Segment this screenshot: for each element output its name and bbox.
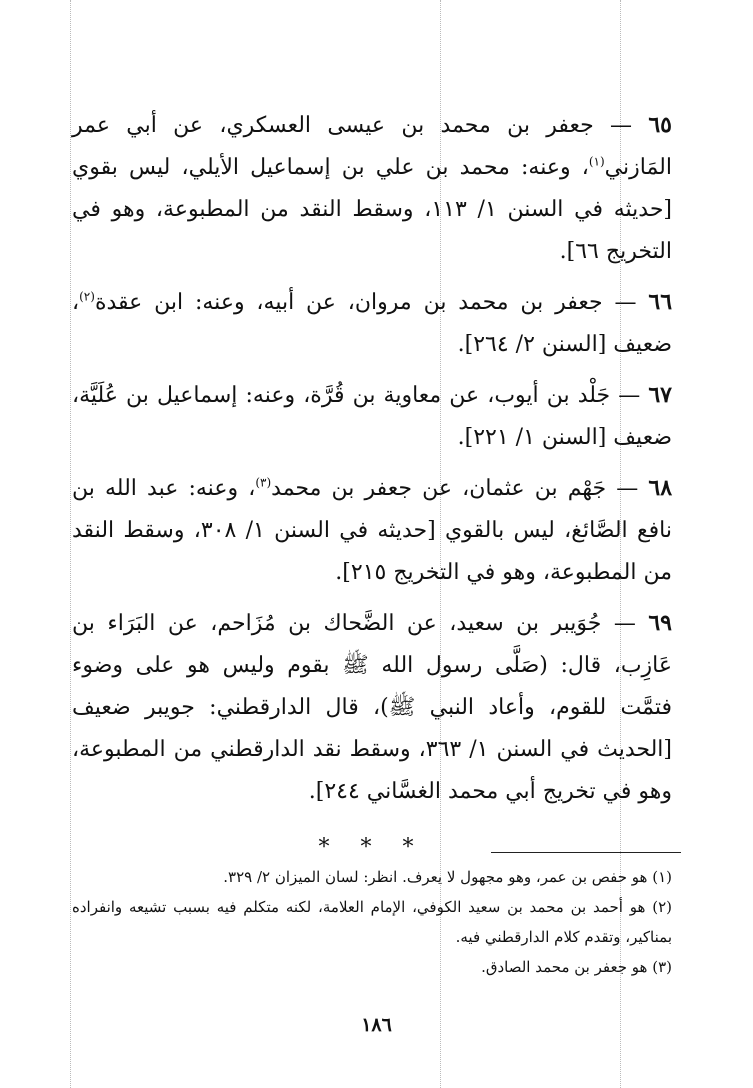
footnote-rule [491,852,681,853]
footnote-1 [72,862,672,892]
entry-67 [72,374,672,459]
entry-number: ٦٥ [648,112,672,138]
entry-69 [72,602,672,813]
entry-66 [72,281,672,366]
entry-text: — جعفر بن محمد بن عيسى العسكري، عن أبي عمر المَازني [72,113,672,180]
entry-text: — جعفر بن محمد بن مروان، عن أبيه، وعنه: ابن عقدة [94,290,637,315]
footnote-marker: (٣) [652,958,672,976]
entry-68 [72,467,672,594]
footnote-text: هو أحمد بن محمد بن سعيد الكوفي، الإمام العلامة، لكنه متكلم فيه بسبب تشيعه وانفراده بمناكير، وتقدم كلام الدارقطني فيه. [72,898,672,946]
entry-text: — جَهْم بن عثمان، عن جعفر بن محمد [271,476,639,501]
entry-65 [72,104,672,273]
footnote-ref[interactable]: (١) [588,154,605,169]
entry-text: — جُوَيبر بن سعيد، عن الضَّحاك بن مُزَاحم، عن البَرَاء بن عَازِب، قال: (صَلَّى رسول الله ﷺ بقوم وليس هو على وضوء فتمَّت للقوم، وأعاد النبي ﷺ)، قال الدارقطني: جويبر ضعيف [الحديث في السنن ١/ ٣٦٣، وسقط نقد الدارقطني من المطبوعة، وهو في تخريج أبي محمد الغسَّاني ٢٤٤]. [72,611,673,804]
footnote-text: هو جعفر بن محمد الصادق. [481,958,648,976]
entry-number: ٦٧ [648,382,672,408]
footnote-text: هو حفص بن عمر، وهو مجهول لا يعرف. انظر: لسان الميزان ٢/ ٣٢٩. [223,868,648,886]
page-number: ١٨٦ [361,1014,392,1036]
footnote-2 [72,892,672,952]
main-text [72,104,672,869]
footnotes [72,862,672,982]
entry-number: ٦٩ [648,610,672,636]
footnote-ref[interactable]: (٢) [79,289,95,304]
scan-guide-line [70,0,71,1088]
entry-number: ٦٦ [648,289,673,315]
entry-text-rest: ، وعنه: عبد الله بن نافع الصَّائغ، ليس بالقوي [حديثه في السنن ١/ ٣٠٨، وسقط النقد من المطبوعة، وهو في التخريج ٢١٥]. [72,476,673,585]
section-separator: * * * [318,835,426,860]
entry-text-rest: ، ضعيف [السنن ٢/ ٢٦٤]. [72,290,672,357]
footnote-marker: (١) [652,868,672,886]
footnote-3 [72,952,672,982]
entry-text: — جَلْد بن أيوب، عن معاوية بن قُرَّة، وعنه: إسماعيل بن عُلَيَّة، ضعيف [السنن ١/ ٢٢١]. [72,383,672,450]
footnote-ref[interactable]: (٣) [255,475,272,490]
footnote-marker: (٢) [652,898,672,916]
entry-text-rest: ، وعنه: محمد بن علي بن إسماعيل الأيلي، ليس بقوي [حديثه في السنن ١/ ١١٣، وسقط النقد من المطبوعة، وهو في التخريج ٦٦]. [72,155,673,264]
entry-number: ٦٨ [648,475,673,501]
